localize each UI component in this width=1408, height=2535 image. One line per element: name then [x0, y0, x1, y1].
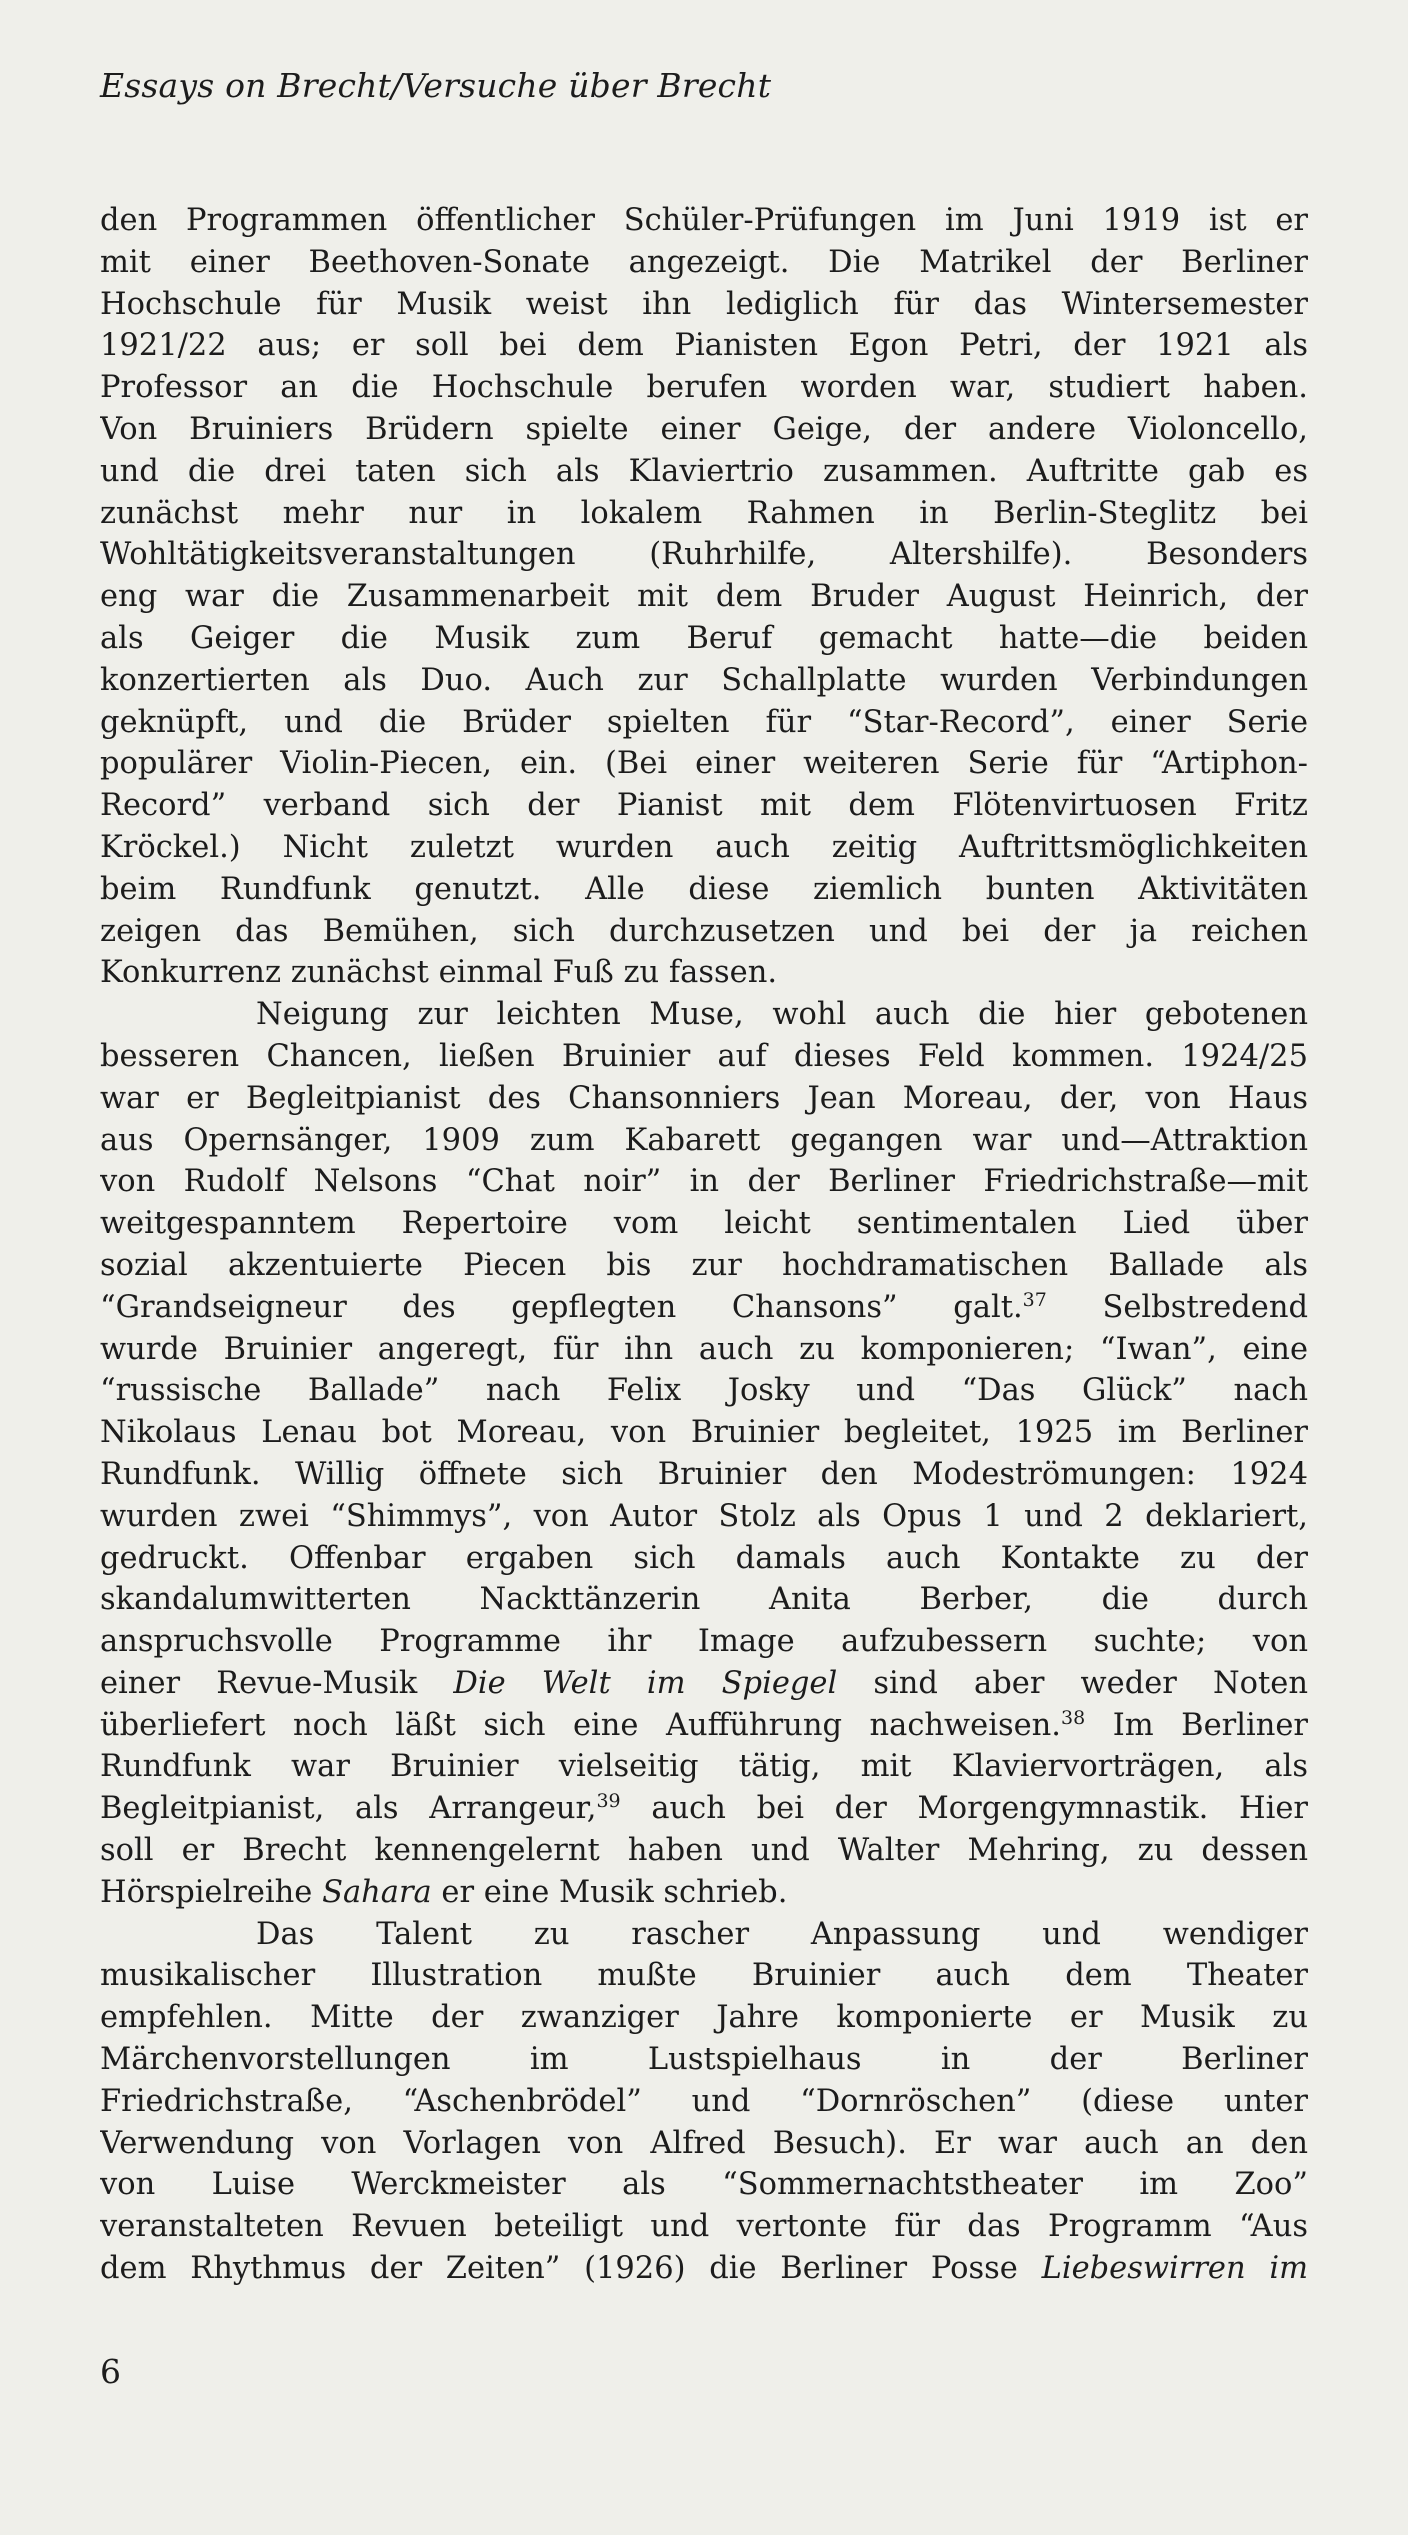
line-segment: “Grandseigneur des gepflegten Chansons” galt.	[100, 1289, 1023, 1325]
line-segment: Begleitpianist, als Arrangeur,	[100, 1791, 597, 1827]
paragraph-end-line: Konkurrenz zunächst einmal Fuß zu fassen.	[100, 955, 778, 991]
text-line: Rundfunk. Willig öffnete sich Bruinier den Modeströmungen: 1924	[100, 1456, 1308, 1492]
text-line: Professor an die Hochschule berufen worden war, studiert haben.	[100, 370, 1308, 406]
text-line	[100, 2248, 1308, 2290]
text-line	[100, 1705, 1308, 1747]
text-line: besseren Chancen, ließen Bruinier auf dieses Feld kommen. 1924/25	[100, 1038, 1308, 1074]
text-line: veranstalteten Revuen beteiligt und vertonte für das Programm “Aus	[100, 2209, 1308, 2245]
italic-title: Sahara	[322, 1874, 432, 1910]
italic-title: Die Welt im Spiegel	[453, 1665, 838, 1701]
text-line: Märchenvorstellungen im Lustspielhaus in der Berliner	[100, 2042, 1308, 2078]
text-line: wurden zwei “Shimmys”, von Autor Stolz als Opus 1 und 2 deklariert,	[100, 1498, 1308, 1534]
text-line: und die drei taten sich als Klaviertrio zusammen. Auftritte gab es	[100, 453, 1308, 489]
text-line: musikalischer Illustration mußte Bruinier auch dem Theater	[100, 1958, 1308, 1994]
line-segment: auch bei der Morgengymnastik. Hier	[620, 1791, 1308, 1827]
text-line: wurde Bruinier angeregt, für ihn auch zu komponieren; “Iwan”, eine	[100, 1331, 1308, 1367]
text-line: konzertierten als Duo. Auch zur Schallplatte wurden Verbindungen	[100, 662, 1308, 698]
text-line: Nikolaus Lenau bot Moreau, von Bruinier begleitet, 1925 im Berliner	[100, 1415, 1308, 1451]
text-line: eng war die Zusammenarbeit mit dem Bruder August Heinrich, der	[100, 579, 1308, 615]
text-line: geknüpft, und die Brüder spielten für “Star-Record”, einer Serie	[100, 704, 1308, 740]
text-line: als Geiger die Musik zum Beruf gemacht hatte—die beiden	[100, 620, 1308, 656]
text-line: von Luise Werckmeister als “Sommernachtstheater im Zoo”	[100, 2167, 1308, 2203]
text-line: weitgespanntem Repertoire vom leicht sentimentalen Lied über	[100, 1206, 1308, 1242]
text-line	[100, 1788, 1308, 1830]
line-segment: Im Berliner	[1085, 1707, 1308, 1743]
text-line: populärer Violin-Piecen, ein. (Bei einer weiteren Serie für “Artiphon-	[100, 746, 1308, 782]
text-line: anspruchsvolle Programme ihr Image aufzubessern suchte; von	[100, 1624, 1308, 1660]
text-line: von Rudolf Nelsons “Chat noir” in der Berliner Friedrichstraße—mit	[100, 1164, 1308, 1200]
paragraph-start-line: Neigung zur leichten Muse, wohl auch die hier gebotenen	[256, 997, 1308, 1033]
text-line: Wohltätigkeitsveranstaltungen (Ruhrhilfe, Altershilfe). Besonders	[100, 537, 1308, 573]
text-line: skandalumwitterten Nackttänzerin Anita Berber, die durch	[100, 1582, 1308, 1618]
text-line	[100, 1663, 1308, 1705]
text-line: sozial akzentuierte Piecen bis zur hochdramatischen Ballade als	[100, 1247, 1308, 1283]
text-line: Rundfunk war Bruinier vielseitig tätig, mit Klaviervorträgen, als	[100, 1749, 1308, 1785]
italic-title: Liebeswirren im	[1041, 2251, 1308, 2287]
text-line: Kröckel.) Nicht zuletzt wurden auch zeitig Auftrittsmöglichkeiten	[100, 829, 1308, 865]
text-line: 1921/22 aus; er soll bei dem Pianisten Egon Petri, der 1921 als	[100, 328, 1308, 364]
text-line: beim Rundfunk genutzt. Alle diese ziemlich bunten Aktivitäten	[100, 871, 1308, 907]
text-line: war er Begleitpianist des Chansonniers Jean Moreau, der, von Haus	[100, 1080, 1308, 1116]
footnote-ref-38: 38	[1061, 1706, 1086, 1729]
line-segment: Hörspielreihe	[100, 1874, 323, 1910]
line-segment: einer Revue-Musik	[100, 1665, 454, 1701]
body-text	[100, 200, 1308, 2290]
text-line: Von Bruiniers Brüdern spielte einer Geige, der andere Violoncello,	[100, 411, 1308, 447]
paragraph-end-line	[100, 1872, 1308, 1914]
text-line: aus Opernsänger, 1909 zum Kabarett gegangen war und—Attraktion	[100, 1122, 1308, 1158]
text-line: den Programmen öffentlicher Schüler-Prüfungen im Juni 1919 ist er	[100, 203, 1308, 238]
text-line: Verwendung von Vorlagen von Alfred Besuch). Er war auch an den	[100, 2125, 1308, 2161]
text-line: “russische Ballade” nach Felix Josky und “Das Glück” nach	[100, 1373, 1308, 1409]
text-line: soll er Brecht kennengelernt haben und Walter Mehring, zu dessen	[100, 1833, 1308, 1869]
text-line	[100, 1287, 1308, 1329]
text-line: Record” verband sich der Pianist mit dem Flötenvirtuosen Fritz	[100, 788, 1308, 824]
text-line: mit einer Beethoven-Sonate angezeigt. Die Matrikel der Berliner	[100, 244, 1308, 280]
line-segment: er eine Musik schrieb.	[431, 1874, 788, 1910]
line-segment: dem Rhythmus der Zeiten” (1926) die Berliner Posse	[100, 2251, 1042, 2287]
text-line: Friedrichstraße, “Aschenbrödel” und “Dornröschen” (diese unter	[100, 2083, 1308, 2119]
footnote-ref-37: 37	[1022, 1288, 1047, 1311]
text-line: zeigen das Bemühen, sich durchzusetzen und bei der ja reichen	[100, 913, 1308, 949]
paragraph-start-line: Das Talent zu rascher Anpassung und wendiger	[256, 1916, 1308, 1952]
text-line: gedruckt. Offenbar ergaben sich damals auch Kontakte zu der	[100, 1540, 1308, 1576]
line-segment: sind aber weder Noten	[837, 1665, 1308, 1701]
footnote-ref-39: 39	[596, 1790, 621, 1813]
line-segment: überliefert noch läßt sich eine Aufführung nachweisen.	[100, 1707, 1062, 1743]
text-line: Hochschule für Musik weist ihn lediglich für das Wintersemester	[100, 286, 1308, 322]
line-segment: Selbstredend	[1046, 1289, 1308, 1325]
page-number: 6	[100, 2352, 121, 2391]
running-head: Essays on Brecht/Versuche über Brecht	[100, 66, 772, 105]
text-line: zunächst mehr nur in lokalem Rahmen in Berlin-Steglitz bei	[100, 495, 1308, 531]
text-line: empfehlen. Mitte der zwanziger Jahre komponierte er Musik zu	[100, 2000, 1308, 2036]
